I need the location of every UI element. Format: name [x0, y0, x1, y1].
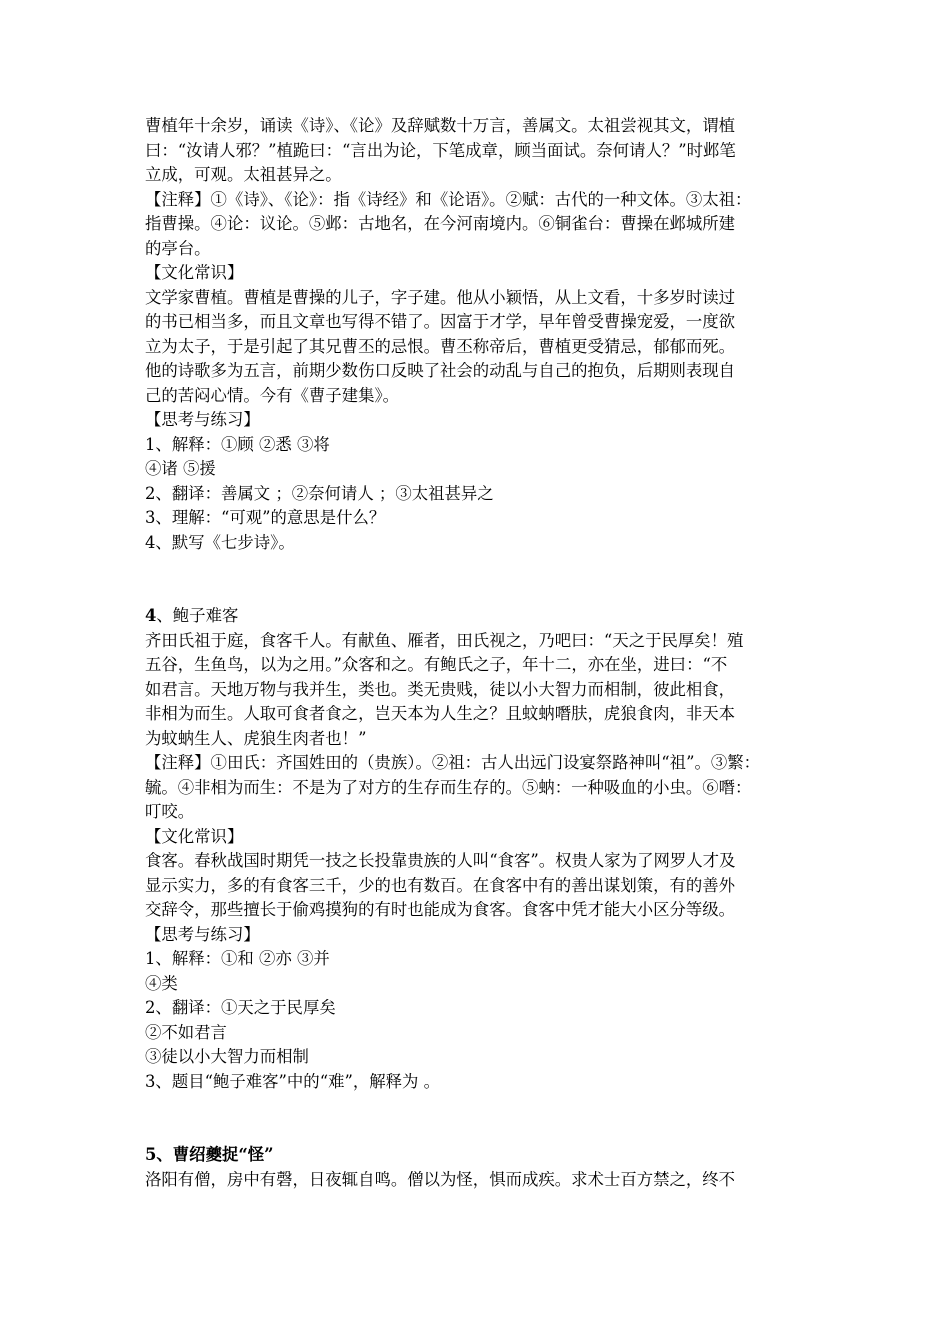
section-4-title [145, 604, 813, 629]
exercise-heading: 【思考与练习】 [145, 924, 260, 944]
exercise-line: ④类 [145, 973, 178, 993]
section-4-exercises [145, 947, 813, 1094]
notes-line: 【注释】①田氏：齐国姓田的（贵族）。②祖：古人出远门设宴祭路神叫“祖”。③繁： [145, 753, 761, 772]
exercise-line: 2、翻译：善属文 ；②奈何请人 ；③太祖甚异之 [145, 483, 494, 503]
culture-line: 的书已相当多，而且文章也写得不错了。因富于才学，早年曾受曹操宠爱，一度欲 [145, 312, 736, 331]
culture-heading: 【文化常识】 [145, 826, 244, 846]
section-4-culture [145, 849, 813, 923]
section-4-title-text: 、鲍子难客 [156, 606, 239, 625]
section-5-title-text: 、曹绍夔捉“怪” [156, 1145, 274, 1164]
document-body [145, 114, 813, 1192]
culture-heading: 【文化常识】 [145, 263, 244, 282]
exercise-line: ③徒以小大智力而相制 [145, 1047, 309, 1066]
notes-line: 毓。④非相为而生：不是为了对方的生存而生存的。⑤蚋：一种吸血的小虫。⑥噆： [145, 777, 752, 797]
section-3-notes [145, 188, 813, 262]
text-line: 非相为而生。人取可食者食之，岂天本为人生之？且蚊蚋噆肤，虎狼食肉，非天本 [145, 704, 736, 723]
exercise-line: 1、解释：①顾 ②悉 ③将 [145, 434, 330, 454]
section-5-number: 5 [145, 1145, 157, 1164]
culture-line: 他的诗歌多为五言，前期少数伤口反映了社会的动乱与自己的抱负，后期则表现自 [145, 361, 736, 380]
section-4 [145, 604, 813, 1094]
section-spacer [145, 555, 813, 604]
notes-line: 叮咬。 [145, 802, 195, 821]
text-line: 齐田氏祖于庭，食客千人。有献鱼、雁者，田氏视之，乃吧曰：“天之于民厚矣！殖 [145, 630, 744, 650]
culture-line: 交辞令，那些擅长于偷鸡摸狗的有时也能成为食客。食客中凭才能大小区分等级。 [145, 900, 736, 919]
text-line: 为蚊蚋生人、虎狼生肉者也！” [145, 728, 367, 748]
exercise-line: ②不如君言 [145, 1022, 227, 1042]
section-3-culture [145, 286, 813, 409]
section-3 [145, 114, 813, 555]
section-4-number: 4 [145, 606, 157, 625]
text-line: 如君言。天地万物与我并生，类也。类无贵贱，徒以小大智力而相制，彼此相食， [145, 679, 736, 699]
section-5-text [145, 1168, 813, 1193]
text-line: 曰：“汝请人邪？”植跪曰：“言出为论，下笔成章，顾当面试。奈何请人？”时邺笔 [145, 140, 736, 160]
notes-line: 的亭台。 [145, 238, 211, 258]
exercise-heading: 【思考与练习】 [145, 410, 260, 429]
notes-line: 【注释】①《诗》、《论》：指《诗经》和《论语》。②赋：古代的一种文体。③太祖： [145, 189, 752, 209]
exercise-line: 3、题目“鲍子难客”中的“难”，解释为 。 [145, 1071, 441, 1091]
notes-line: 指曹操。④论：议论。⑤邺：古地名，在今河南境内。⑥铜雀台：曹操在邺城所建 [145, 214, 736, 233]
section-4-notes [145, 751, 813, 825]
section-4-text [145, 629, 813, 752]
section-spacer [145, 1094, 813, 1143]
section-5-title [145, 1143, 813, 1168]
exercise-line: ④诸 ⑤援 [145, 459, 216, 478]
text-line: 洛阳有僧，房中有磬，日夜辄自鸣。僧以为怪，惧而成疾。求术士百方禁之，终不 [145, 1169, 736, 1189]
section-3-exercises [145, 433, 813, 556]
text-line: 立成，可观。太祖甚异之。 [145, 165, 342, 184]
culture-line: 己的苦闷心情。今有《曹子建集》。 [145, 385, 400, 405]
exercise-line: 2、翻译：①天之于民厚矣 [145, 998, 336, 1017]
section-5 [145, 1143, 813, 1192]
culture-line: 文学家曹植。曹植是曹操的儿子，字子建。他从小颖悟，从上文看，十多岁时读过 [145, 287, 736, 307]
text-line: 曹植年十余岁，诵读《诗》、《论》及辞赋数十万言，善属文。太祖尝视其文，谓植 [145, 116, 736, 135]
text-line: 五谷，生鱼鸟，以为之用。”众客和之。有鲍氏之子，年十二，亦在坐，进曰：“不 [145, 655, 728, 674]
culture-line: 食客。春秋战国时期凭一技之长投靠贵族的人叫“食客”。权贵人家为了网罗人才及 [145, 851, 736, 870]
culture-line: 立为太子，于是引起了其兄曹丕的忌恨。曹丕称帝后，曹植更受猜忌，郁郁而死。 [145, 336, 736, 356]
section-3-text [145, 114, 813, 188]
exercise-line: 3、理解：“可观”的意思是什么？ [145, 508, 386, 527]
exercise-line: 4、默写《七步诗》。 [145, 532, 295, 552]
exercise-line: 1、解释：①和 ②亦 ③并 [145, 949, 330, 968]
culture-line: 显示实力，多的有食客三千，少的也有数百。在食客中有的善出谋划策，有的善外 [145, 875, 736, 895]
